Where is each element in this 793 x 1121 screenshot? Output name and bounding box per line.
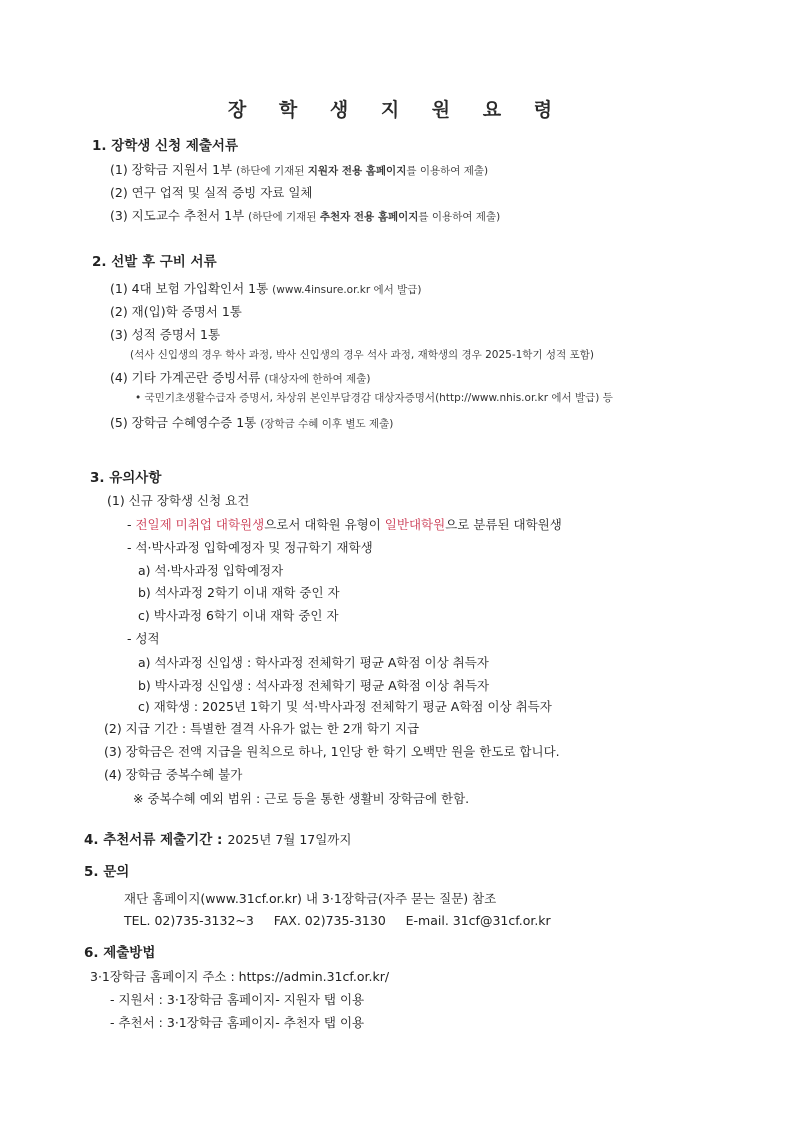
section-3-heading: 3. 유의사항: [90, 470, 162, 486]
s3-item-1-detail-3: - 성적: [127, 631, 160, 646]
s1-item-1-main: (1) 장학금 지원서 1부: [110, 162, 233, 177]
submission-deadline: 2025년 7월 17일까지: [227, 832, 352, 847]
s2-item-4: (4) 기타 가계곤란 증빙서류 (대상자에 한하여 제출): [110, 370, 371, 385]
s1-item-1: [110, 160, 488, 178]
s2-item-2: (2) 재(입)학 증명서 1통: [110, 304, 242, 319]
s3-item-4: (4) 장학금 중복수혜 불가: [104, 767, 243, 782]
s1-item-3-main: (3) 지도교수 추천서 1부: [110, 208, 245, 223]
section-4: [84, 828, 351, 848]
s2-item-5-note: (장학금 수혜 이후 별도 제출): [260, 418, 394, 430]
s2-item-4-note: (대상자에 한하여 제출): [264, 373, 371, 385]
s1-item-1-note: (하단에 기재된 지원자 전용 홈페이지를 이용하여 제출): [236, 165, 489, 177]
submission-recommender: - 추천서 : 3·1장학금 홈페이지- 추천자 탭 이용: [110, 1015, 365, 1030]
s3-item-1: (1) 신규 장학생 신청 요건: [107, 493, 250, 508]
s3-detail-3c: c) 재학생 : 2025년 1학기 및 석·박사과정 전체학기 평균 A학점 이상 취득자: [138, 699, 552, 714]
submission-url: 3·1장학금 홈페이지 주소 : https://admin.31cf.or.kr/: [90, 969, 390, 984]
s3-detail-3b: b) 박사과정 신입생 : 석사과정 전체학기 평균 A학점 이상 취득자: [138, 678, 490, 693]
contact-details: TEL. 02)735-3132~3 FAX. 02)735-3130 E-mail. 31cf@31cf.or.kr: [124, 913, 551, 928]
section-2-heading: 2. 선발 후 구비 서류: [92, 254, 217, 270]
highlight-fulltime: 전일제 미취업 대학원생: [135, 517, 265, 532]
section-5-heading: 5. 문의: [84, 864, 130, 880]
s3-item-4-note: ※ 중복수혜 예외 범위 : 근로 등을 통한 생활비 장학금에 한함.: [133, 791, 470, 806]
submission-applicant: - 지원서 : 3·1장학금 홈페이지- 지원자 탭 이용: [110, 992, 365, 1007]
s3-item-1-detail-1: - 전일제 미취업 대학원생으로서 대학원 유형이 일반대학원으로 분류된 대학원생: [127, 517, 562, 532]
document-title: 장 학 생 지 원 요 령: [227, 99, 566, 121]
contact-homepage: 재단 홈페이지(www.31cf.or.kr) 내 3·1장학금(자주 묻는 질문) 참조: [124, 891, 497, 906]
s3-item-2: (2) 지급 기간 : 특별한 결격 사유가 없는 한 2개 학기 지급: [104, 721, 420, 736]
s2-item-1: (1) 4대 보험 가입확인서 1통 (www.4insure.or.kr 에서 발급): [110, 281, 422, 296]
section-6-heading: 6. 제출방법: [84, 945, 156, 961]
s2-item-5: (5) 장학금 수혜영수증 1통 (장학금 수혜 이후 별도 제출): [110, 415, 394, 430]
s2-item-1-note: (www.4insure.or.kr 에서 발급): [272, 284, 422, 296]
s2-item-3: (3) 성적 증명서 1통: [110, 327, 221, 342]
s3-detail-2c: c) 박사과정 6학기 이내 재학 중인 자: [138, 608, 339, 623]
highlight-general-grad: 일반대학원: [384, 517, 446, 532]
s2-item-4-bullet: • 국민기초생활수급자 증명서, 차상위 본인부담경감 대상자증명서(http://www.nhis.or.kr 에서 발급) 등: [135, 392, 613, 404]
section-4-heading: 4. 추천서류 제출기간 :: [84, 832, 223, 848]
s3-item-1-detail-2: - 석·박사과정 입학예정자 및 정규학기 재학생: [127, 540, 373, 555]
s2-item-3-note: (석사 신입생의 경우 학사 과정, 박사 신입생의 경우 석사 과정, 재학생의 경우 2025-1학기 성적 포함): [130, 349, 594, 361]
s1-item-3-note: (하단에 기재된 추천자 전용 홈페이지를 이용하여 제출): [248, 211, 501, 223]
s3-detail-2a: a) 석·박사과정 입학예정자: [138, 563, 284, 578]
section-1-heading: 1. 장학생 신청 제출서류: [92, 138, 238, 154]
s1-item-2: (2) 연구 업적 및 실적 증빙 자료 일체: [110, 185, 313, 200]
s3-detail-2b: b) 석사과정 2학기 이내 재학 중인 자: [138, 585, 340, 600]
s3-detail-3a: a) 석사과정 신입생 : 학사과정 전체학기 평균 A학점 이상 취득자: [138, 655, 489, 670]
s1-item-3: [110, 206, 500, 224]
s3-item-3: (3) 장학금은 전액 지급을 원칙으로 하나, 1인당 한 학기 오백만 원을 한도로 합니다.: [104, 744, 560, 759]
